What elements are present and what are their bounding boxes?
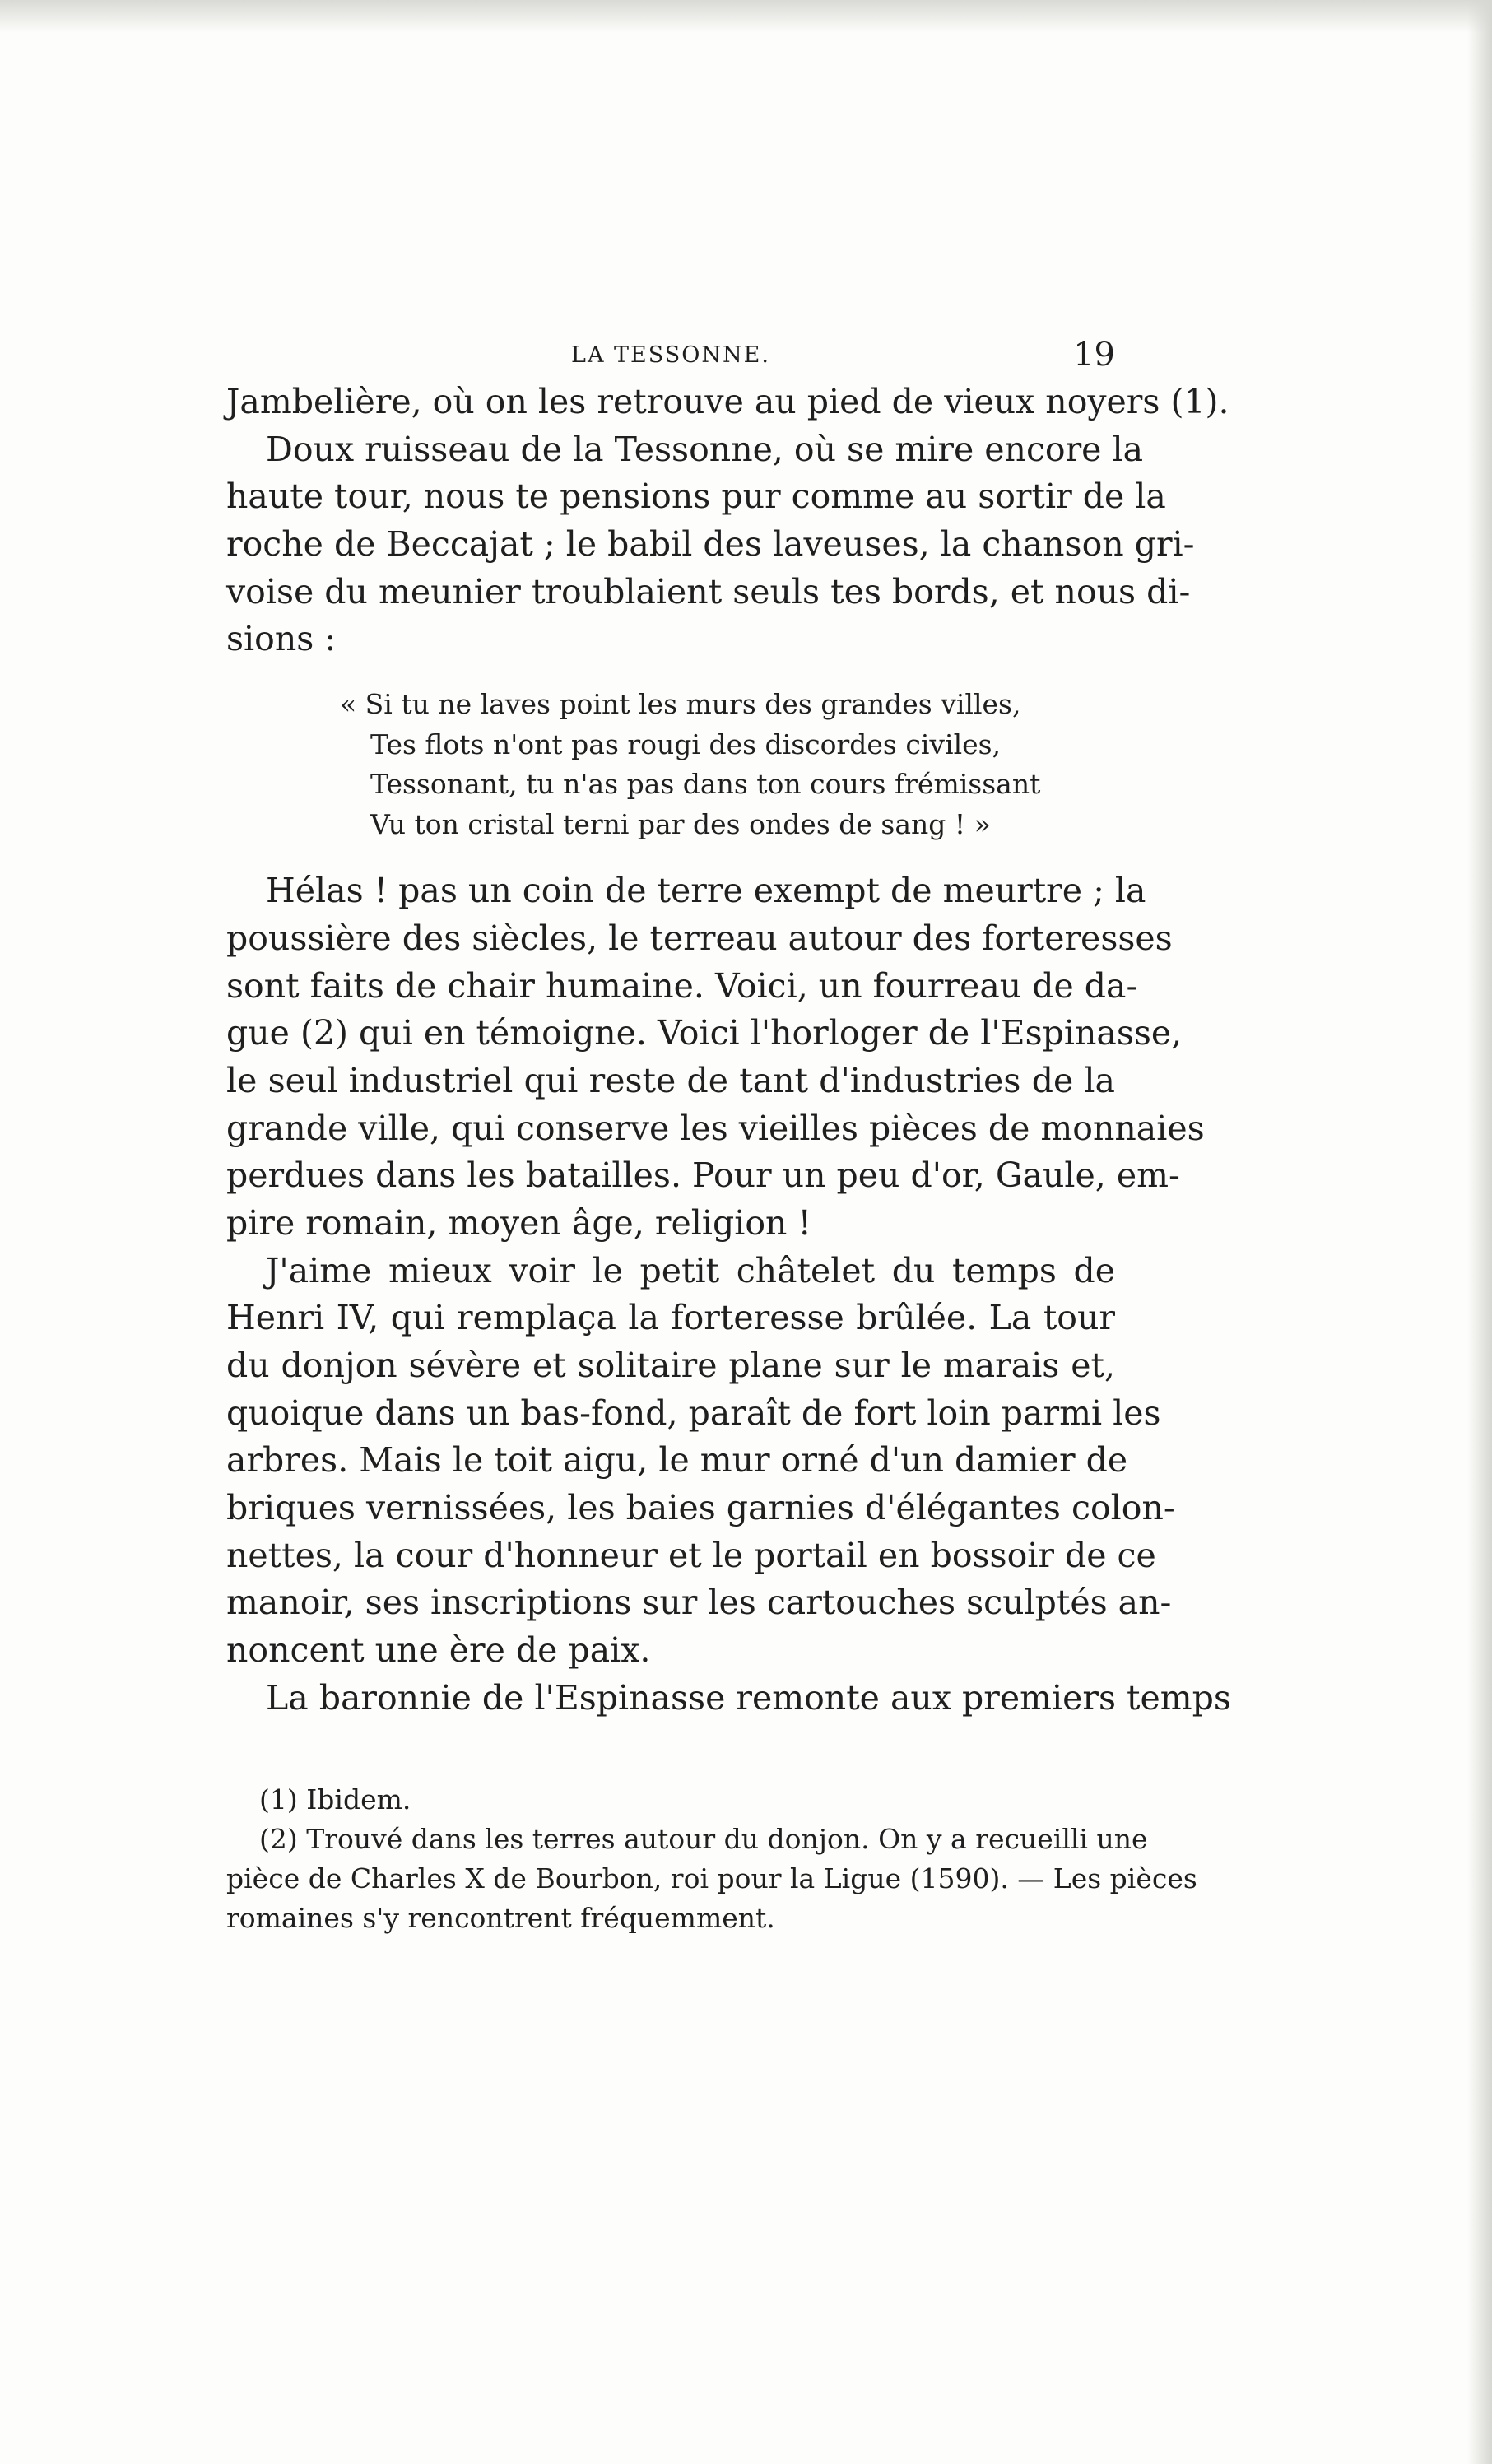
text-line: du donjon sévère et solitaire plane sur le marais et, bbox=[226, 1346, 1115, 1385]
footnote-line: pièce de Charles X de Bourbon, roi pour la Ligue (1590). — Les pièces bbox=[226, 1862, 1197, 1894]
text-line: Jambelière, où on les retrouve au pied de vieux noyers (1). bbox=[226, 382, 1229, 421]
footnote-line: romaines s'y rencontrent fréquemment. bbox=[226, 1901, 775, 1934]
footnote bbox=[226, 1820, 1197, 1938]
footnotes bbox=[226, 1780, 1197, 1938]
text-line: J'aime mieux voir le petit châtelet du temps de bbox=[266, 1250, 1115, 1290]
text-line: voise du meunier troublaient seuls tes bords, et nous di- bbox=[226, 571, 1191, 611]
text-line: Hélas ! pas un coin de terre exempt de meurtre ; la bbox=[266, 871, 1146, 911]
text-line: haute tour, nous te pensions pur comme au sortir de la bbox=[226, 477, 1166, 517]
paragraph bbox=[226, 379, 1229, 426]
poem-line: Tes flots n'ont pas rougi des discordes civiles, bbox=[370, 728, 1002, 760]
poem-quote bbox=[340, 685, 1041, 844]
text-line: Doux ruisseau de la Tessonne, où se mire encore la bbox=[266, 429, 1144, 469]
paragraph bbox=[226, 426, 1195, 663]
text-line: le seul industriel qui reste de tant d'industries de la bbox=[226, 1060, 1115, 1100]
text-line: pire romain, moyen âge, religion ! bbox=[226, 1202, 811, 1243]
page-number: 19 bbox=[1073, 336, 1115, 374]
text-line: sont faits de chair humaine. Voici, un fourreau de da- bbox=[226, 965, 1138, 1006]
text-line: arbres. Mais le toit aigu, le mur orné d'un damier de bbox=[226, 1440, 1128, 1481]
text-line: manoir, ses inscriptions sur les cartouches sculptés an- bbox=[226, 1583, 1172, 1623]
text-line: noncent une ère de paix. bbox=[226, 1630, 651, 1671]
text-line: Henri IV, qui remplaça la forteresse brûlée. La tour bbox=[226, 1298, 1115, 1338]
footnote-line: (1) Ibidem. bbox=[259, 1783, 411, 1815]
footnote-line: (2) Trouvé dans les terres autour du donjon. On y a recueilli une bbox=[259, 1822, 1148, 1855]
scan-edge-top bbox=[0, 0, 1492, 33]
text-line: briques vernissées, les baies garnies d'élégantes colon- bbox=[226, 1488, 1175, 1528]
text-line: gue (2) qui en témoigne. Voici l'horloger de l'Espinasse, bbox=[226, 1013, 1183, 1053]
text-line: sions : bbox=[226, 619, 337, 659]
text-line: poussière des siècles, le terreau autour des forteresses bbox=[226, 918, 1173, 958]
poem-line: Vu ton cristal terni par des ondes de sang ! » bbox=[370, 807, 991, 840]
text-line: grande ville, qui conserve les vieilles pièces de monnaies bbox=[226, 1108, 1205, 1148]
page-header bbox=[226, 336, 1115, 377]
text-line: La baronnie de l'Espinasse remonte aux premiers temps bbox=[266, 1677, 1231, 1718]
paragraph bbox=[226, 867, 1205, 1248]
text-line: perdues dans les batailles. Pour un peu d'or, Gaule, em- bbox=[226, 1155, 1180, 1196]
text-line: roche de Beccajat ; le babil des laveuses, la chanson gri- bbox=[226, 524, 1195, 565]
footnote bbox=[226, 1780, 1115, 1820]
text-line: nettes, la cour d'honneur et le portail en bossoir de ce bbox=[226, 1535, 1156, 1575]
poem-line: « Si tu ne laves point les murs des grandes villes, bbox=[340, 688, 1021, 721]
paragraph bbox=[226, 1675, 1231, 1722]
poem-line: Tessonant, tu n'as pas dans ton cours frémissant bbox=[370, 768, 1041, 801]
paragraph bbox=[226, 1248, 1175, 1675]
text-line: quoique dans un bas-fond, paraît de fort loin parmi les bbox=[226, 1392, 1161, 1433]
scan-edge-right bbox=[1467, 0, 1492, 2464]
running-title: LA TESSONNE. bbox=[571, 342, 770, 368]
body-text bbox=[226, 379, 1231, 1938]
